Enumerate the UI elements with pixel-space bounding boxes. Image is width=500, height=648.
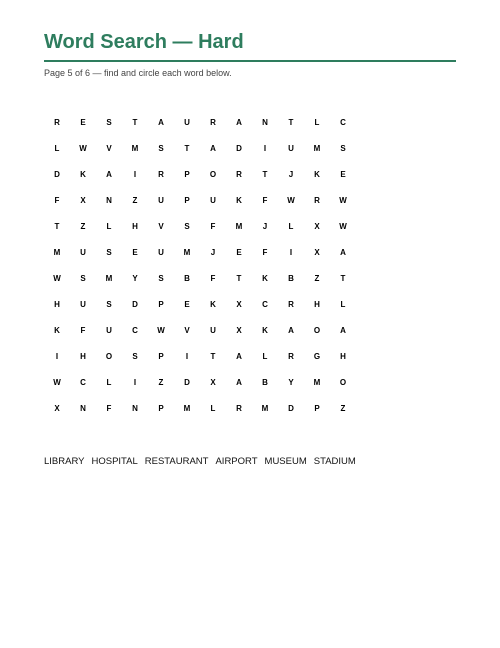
grid-letter[interactable]: K	[262, 274, 268, 283]
grid-letter[interactable]: F	[210, 222, 216, 231]
grid-letter[interactable]: B	[262, 378, 268, 387]
grid-letter[interactable]: S	[340, 144, 346, 153]
grid-letter[interactable]: O	[313, 326, 321, 335]
grid-letter[interactable]: D	[236, 144, 242, 153]
grid-letter[interactable]: G	[313, 352, 321, 361]
grid-letter[interactable]: M	[53, 248, 61, 257]
grid-letter[interactable]: X	[210, 378, 216, 387]
grid-letter[interactable]: A	[288, 326, 294, 335]
grid-letter[interactable]: Z	[158, 378, 164, 387]
grid-letter[interactable]: J	[288, 170, 294, 179]
grid-letter[interactable]: L	[340, 300, 346, 309]
grid-letter[interactable]: H	[132, 222, 138, 231]
word-bank	[44, 456, 363, 467]
page-subtitle: Page 5 of 6 — find and circle each word below.	[44, 68, 232, 78]
grid-letter[interactable]: R	[158, 170, 164, 179]
grid-letter[interactable]: M	[131, 144, 139, 153]
grid-letter[interactable]: F	[210, 274, 216, 283]
grid-letter[interactable]: M	[183, 248, 191, 257]
grid-letter[interactable]: S	[184, 222, 190, 231]
grid-letter[interactable]: I	[55, 352, 59, 361]
grid-letter[interactable]: P	[314, 404, 320, 413]
grid-letter[interactable]: R	[236, 170, 242, 179]
grid-letter[interactable]: U	[210, 326, 216, 335]
grid-letter[interactable]: T	[340, 274, 346, 283]
grid-letter[interactable]: X	[236, 326, 242, 335]
grid-letter[interactable]: U	[288, 144, 294, 153]
grid-letter[interactable]: D	[288, 404, 294, 413]
grid-letter[interactable]: D	[184, 378, 190, 387]
grid-letter[interactable]: F	[262, 248, 268, 257]
grid-letter[interactable]: Z	[132, 196, 138, 205]
title-divider	[44, 60, 456, 62]
grid-letter[interactable]: T	[288, 118, 294, 127]
grid-letter[interactable]: R	[288, 300, 294, 309]
grid-letter[interactable]: I	[133, 378, 137, 387]
grid-letter[interactable]: Z	[80, 222, 86, 231]
grid-letter[interactable]: S	[80, 274, 86, 283]
word-bank-item: STADIUM	[313, 456, 356, 467]
grid-letter[interactable]: W	[53, 274, 61, 283]
word-bank-item: HOSPITAL	[91, 456, 138, 467]
grid-letter[interactable]: L	[54, 144, 60, 153]
grid-letter[interactable]: L	[210, 404, 216, 413]
grid-letter[interactable]: U	[80, 300, 86, 309]
grid-letter[interactable]: S	[106, 248, 112, 257]
grid-letter[interactable]: U	[184, 118, 190, 127]
grid-letter[interactable]: B	[184, 274, 190, 283]
grid-letter[interactable]: R	[236, 404, 242, 413]
grid-letter[interactable]: R	[54, 118, 60, 127]
word-bank-item: AIRPORT	[215, 456, 258, 467]
grid-letter[interactable]: K	[54, 326, 60, 335]
grid-letter[interactable]: L	[106, 378, 112, 387]
grid-letter[interactable]: K	[80, 170, 86, 179]
grid-letter[interactable]: A	[340, 248, 346, 257]
grid-letter[interactable]: L	[288, 222, 294, 231]
grid-letter[interactable]: T	[184, 144, 190, 153]
grid-letter[interactable]: V	[106, 144, 112, 153]
grid-letter[interactable]: S	[158, 274, 164, 283]
grid-letter[interactable]: M	[235, 222, 243, 231]
grid-letter[interactable]: X	[54, 404, 60, 413]
grid-letter[interactable]: Y	[132, 274, 138, 283]
grid-letter[interactable]: T	[236, 274, 242, 283]
grid-letter[interactable]: P	[158, 404, 164, 413]
grid-letter[interactable]: O	[105, 352, 113, 361]
grid-letter[interactable]: M	[313, 144, 321, 153]
grid-letter[interactable]: K	[314, 170, 320, 179]
grid-letter[interactable]: C	[80, 378, 86, 387]
grid-letter[interactable]: S	[132, 352, 138, 361]
grid-letter[interactable]: T	[54, 222, 60, 231]
grid-letter[interactable]: U	[80, 248, 86, 257]
grid-letter[interactable]: W	[79, 144, 87, 153]
grid-letter[interactable]: N	[132, 404, 138, 413]
page-title: Word Search — Hard	[44, 31, 244, 53]
grid-letter[interactable]: M	[183, 404, 191, 413]
grid-letter[interactable]: M	[313, 378, 321, 387]
grid-letter[interactable]: E	[80, 118, 86, 127]
grid-letter[interactable]: Y	[288, 378, 294, 387]
grid-letter[interactable]: P	[158, 300, 164, 309]
grid-letter[interactable]: J	[262, 222, 268, 231]
grid-letter[interactable]: X	[314, 248, 320, 257]
grid-letter[interactable]: U	[210, 196, 216, 205]
grid-letter[interactable]: R	[210, 118, 216, 127]
grid-letter[interactable]: F	[54, 196, 60, 205]
grid-letter[interactable]: N	[106, 196, 112, 205]
grid-letter[interactable]: B	[288, 274, 294, 283]
grid-letter[interactable]: E	[184, 300, 190, 309]
grid-letter[interactable]: P	[184, 196, 190, 205]
grid-letter[interactable]: K	[236, 196, 242, 205]
grid-letter[interactable]: N	[262, 118, 268, 127]
grid-letter[interactable]: C	[262, 300, 268, 309]
grid-letter[interactable]: C	[132, 326, 138, 335]
grid-letter[interactable]: H	[340, 352, 346, 361]
grid-letter[interactable]: E	[132, 248, 138, 257]
grid-letter[interactable]: K	[262, 326, 268, 335]
grid-letter[interactable]: S	[106, 118, 112, 127]
grid-letter[interactable]: E	[340, 170, 346, 179]
grid-letter[interactable]: W	[53, 378, 61, 387]
grid-letter[interactable]: W	[339, 196, 347, 205]
grid-letter[interactable]: T	[210, 352, 216, 361]
letter-grid	[44, 116, 356, 428]
grid-letter[interactable]: O	[339, 378, 347, 387]
grid-letter[interactable]: V	[184, 326, 190, 335]
grid-letter[interactable]: P	[158, 352, 164, 361]
grid-letter[interactable]: U	[106, 326, 112, 335]
grid-letter[interactable]: A	[210, 144, 216, 153]
grid-letter[interactable]: R	[314, 196, 320, 205]
grid-letter[interactable]: M	[261, 404, 269, 413]
grid-letter[interactable]: H	[80, 352, 86, 361]
grid-letter[interactable]: R	[288, 352, 294, 361]
grid-letter[interactable]: H	[314, 300, 320, 309]
grid-letter[interactable]: L	[262, 352, 268, 361]
grid-letter[interactable]: N	[80, 404, 86, 413]
word-bank-item: RESTAURANT	[144, 456, 209, 467]
grid-letter[interactable]: A	[236, 118, 242, 127]
grid-letter[interactable]: I	[185, 352, 189, 361]
grid-letter[interactable]: X	[236, 300, 242, 309]
grid-letter[interactable]: H	[54, 300, 60, 309]
grid-letter[interactable]: T	[132, 118, 138, 127]
grid-letter[interactable]: U	[158, 196, 164, 205]
grid-letter[interactable]: C	[340, 118, 346, 127]
grid-letter[interactable]: A	[106, 170, 112, 179]
grid-letter[interactable]: S	[106, 300, 112, 309]
word-bank-item: MUSEUM	[264, 456, 307, 467]
grid-letter[interactable]: L	[314, 118, 320, 127]
grid-letter[interactable]: V	[158, 222, 164, 231]
grid-letter[interactable]: M	[105, 274, 113, 283]
grid-letter[interactable]: I	[289, 248, 293, 257]
word-bank-item: LIBRARY	[44, 456, 85, 467]
grid-letter[interactable]: W	[287, 196, 295, 205]
grid-letter[interactable]: A	[340, 326, 346, 335]
grid-letter[interactable]: F	[80, 326, 86, 335]
grid-letter[interactable]: J	[210, 248, 216, 257]
grid-letter[interactable]: D	[132, 300, 138, 309]
grid-letter[interactable]: Z	[314, 274, 320, 283]
grid-letter[interactable]: T	[262, 170, 268, 179]
grid-letter[interactable]: X	[314, 222, 320, 231]
grid-letter[interactable]: I	[263, 144, 267, 153]
grid-letter[interactable]: F	[262, 196, 268, 205]
grid-letter[interactable]: E	[236, 248, 242, 257]
grid-letter[interactable]: L	[106, 222, 112, 231]
grid-letter[interactable]: W	[339, 222, 347, 231]
grid-letter[interactable]: P	[184, 170, 190, 179]
grid-letter[interactable]: S	[158, 144, 164, 153]
grid-letter[interactable]: F	[106, 404, 112, 413]
grid-letter[interactable]: O	[209, 170, 217, 179]
grid-letter[interactable]: I	[133, 170, 137, 179]
grid-letter[interactable]: U	[158, 248, 164, 257]
grid-letter[interactable]: K	[210, 300, 216, 309]
grid-letter[interactable]: A	[236, 378, 242, 387]
grid-letter[interactable]: Z	[340, 404, 346, 413]
grid-letter[interactable]: A	[236, 352, 242, 361]
grid-letter[interactable]: A	[158, 118, 164, 127]
grid-letter[interactable]: W	[157, 326, 165, 335]
grid-letter[interactable]: D	[54, 170, 60, 179]
grid-letter[interactable]: X	[80, 196, 86, 205]
